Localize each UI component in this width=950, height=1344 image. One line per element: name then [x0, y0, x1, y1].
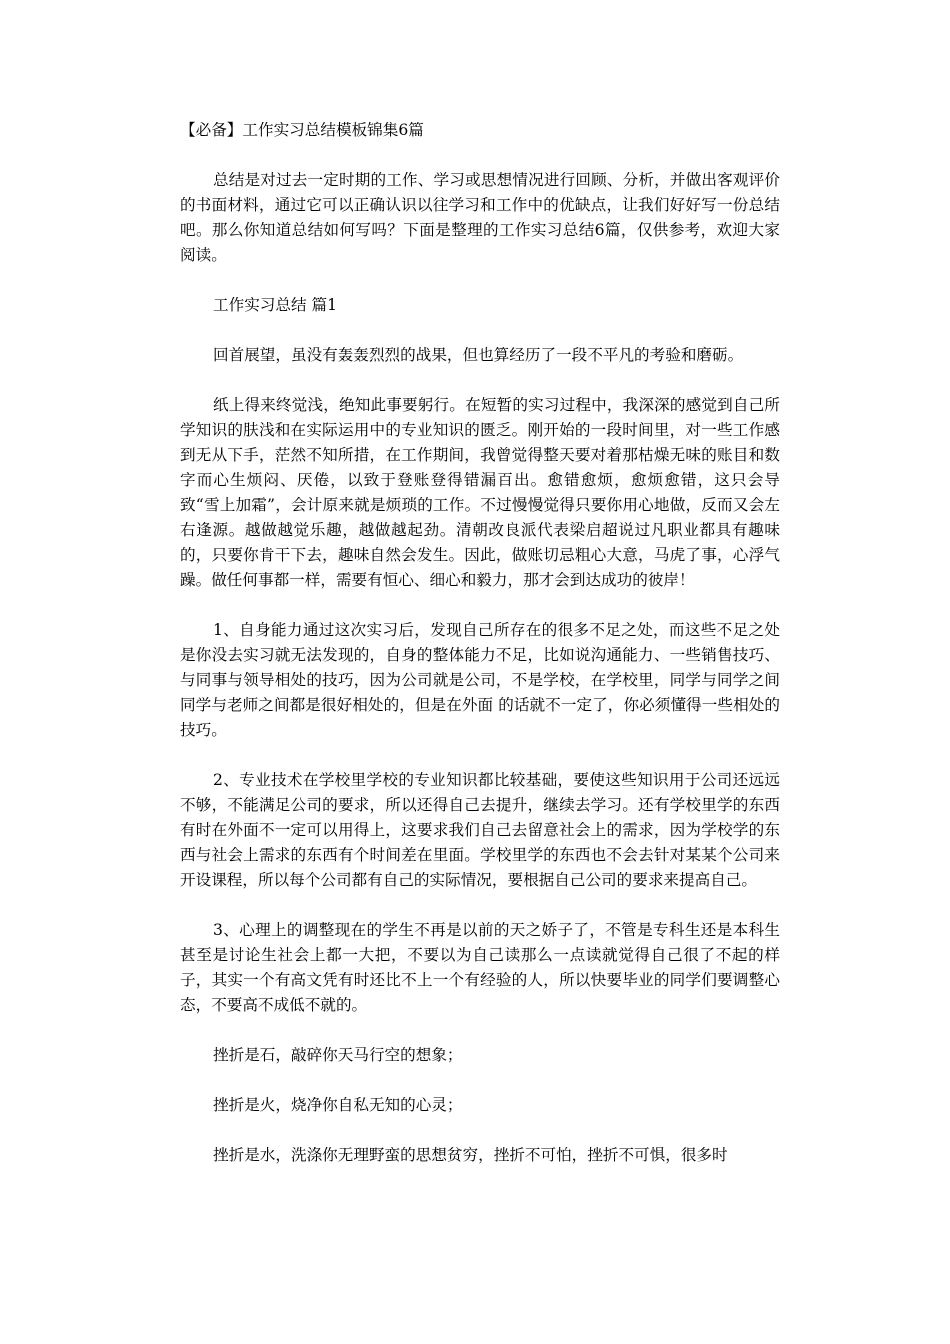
intro-paragraph: 总结是对过去一定时期的工作、学习或思想情况进行回顾、分析，并做出客观评价的书面材料，通过它可以正确认识以往学习和工作中的优缺点，让我们好好写一份总结吧。那么你知道总结如何写吗？下面是整理的工作实习总结6篇，仅供参考，欢迎大家阅读。	[180, 171, 780, 264]
document-page	[180, 118, 780, 1168]
body-paragraph: 纸上得来终觉浅，绝知此事要躬行。在短暂的实习过程中，我深深的感觉到自己所学知识的肤浅和在实际运用中的专业知识的匮乏。刚开始的一段时间里，对一些工作感到无从下手，茫然不知所措，在工作期间，我曾觉得整天要对着那枯燥无味的账目和数字而心生烦闷、厌倦，以致于登账登得错漏百出。愈错愈烦，愈烦愈错，这只会导致“雪上加霜”，会计原来就是烦琐的工作。不过慢慢觉得只要你用心地做，反而又会左右逢源。越做越觉乐趣，越做越起劲。清朝改良派代表梁启超说过凡职业都具有趣味的，只要你肯干下去，趣味自然会发生。因此，做账切忌粗心大意，马虎了事，心浮气躁。做任何事都一样，需要有恒心、细心和毅力，那才会到达成功的彼岸！	[180, 396, 780, 589]
document-title: 【必备】工作实习总结模板锦集6篇	[180, 121, 424, 139]
body-paragraph: 挫折是水，洗涤你无理野蛮的思想贫穷，挫折不可怕，挫折不可惧，很多时	[213, 1146, 728, 1164]
body-paragraph: 挫折是石，敲碎你天马行空的想象；	[213, 1046, 463, 1064]
body-paragraph: 回首展望，虽没有轰轰烈烈的战果，但也算经历了一段不平凡的考验和磨砺。	[213, 346, 744, 364]
body-paragraph: 挫折是火，烧净你自私无知的心灵；	[213, 1096, 463, 1114]
section-heading: 工作实习总结 篇1	[213, 296, 338, 314]
numbered-paragraph: 2、专业技术在学校里学校的专业知识都比较基础，要使这些知识用于公司还远远不够，不能满足公司的要求，所以还得自己去提升，继续去学习。还有学校里学的东西有时在外面不一定可以用得上，这要求我们自己去留意社会上的需求，因为学校学的东西与社会上需求的东西有个时间差在里面。学校里学的东西也不会去针对某某个公司来开设课程，所以每个公司都有自己的实际情况，要根据自己公司的要求来提高自己。	[180, 771, 780, 889]
numbered-paragraph: 1、自身能力通过这次实习后，发现自己所存在的很多不足之处，而这些不足之处是你没去实习就无法发现的，自身的整体能力不足，比如说沟通能力、一些销售技巧、与同事与领导相处的技巧，因为公司就是公司，不是学校，在学校里，同学与同学之间同学与老师之间都是很好相处的，但是在外面 的话就不一定了，你必须懂得一些相处的技巧。	[180, 621, 780, 739]
numbered-paragraph: 3、心理上的调整现在的学生不再是以前的天之娇子了，不管是专科生还是本科生甚至是讨论生社会上都一大把，不要以为自己读那么一点读就觉得自己很了不起的样子，其实一个有高文凭有时还比不上一个有经验的人，所以快要毕业的同学们要调整心态，不要高不成低不就的。	[180, 921, 780, 1014]
